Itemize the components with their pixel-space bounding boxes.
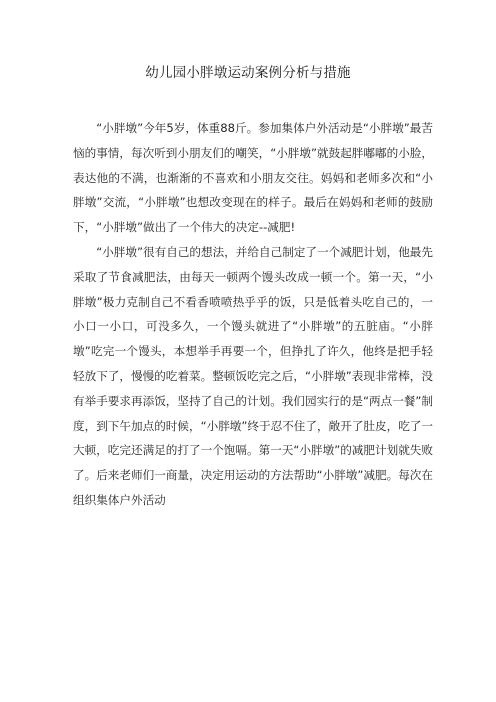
document-body	[73, 116, 433, 513]
paragraph: “小胖墩”很有自己的想法，并给自己制定了一个减肥计划，他最先采取了节食减肥法，由每天一顿两个馒头改成一顿一个。第一天，“小胖墩”极力克制自己不看香喷喷热乎乎的饭，只是低着头吃自己的，一小口一小口，可没多久，一个馒头就进了“小胖墩”的五脏庙。“小胖墩”吃完一个馒头，本想举手再要一个，但挣扎了许久，他终是把手轻轻放下了，慢慢的吃着菜。整顿饭吃完之后，“小胖墩”表现非常棒，没有举手要求再添饭，坚持了自己的计划。我们园实行的是“两点一餐”制度，到下午加点的时候，“小胖墩”终于忍不住了，敞开了肚皮，吃了一大顿，吃完还满足的打了一个饱嗝。第一天“小胖墩”的减肥计划就失败了。后来老师们一商量，决定用运动的方法帮助“小胖墩”减肥。每次在组织集体户外活动	[73, 244, 433, 507]
document-title: 幼儿园小胖墩运动案例分析与措施	[145, 65, 351, 81]
paragraph: “小胖墩”今年5岁，体重88斤。参加集体户外活动是“小胖墩”最苦恼的事情，每次听到小朋友们的嘲笑，“小胖墩”就鼓起胖嘟嘟的小脸，表达他的不满，也渐渐的不喜欢和小朋友交往。妈妈和老师多次和“小胖墩”交流，“小胖墩”也想改变现在的样子。最后在妈妈和老师的鼓励下，“小胖墩”做出了一个伟大的决定--减肥!	[73, 121, 433, 235]
